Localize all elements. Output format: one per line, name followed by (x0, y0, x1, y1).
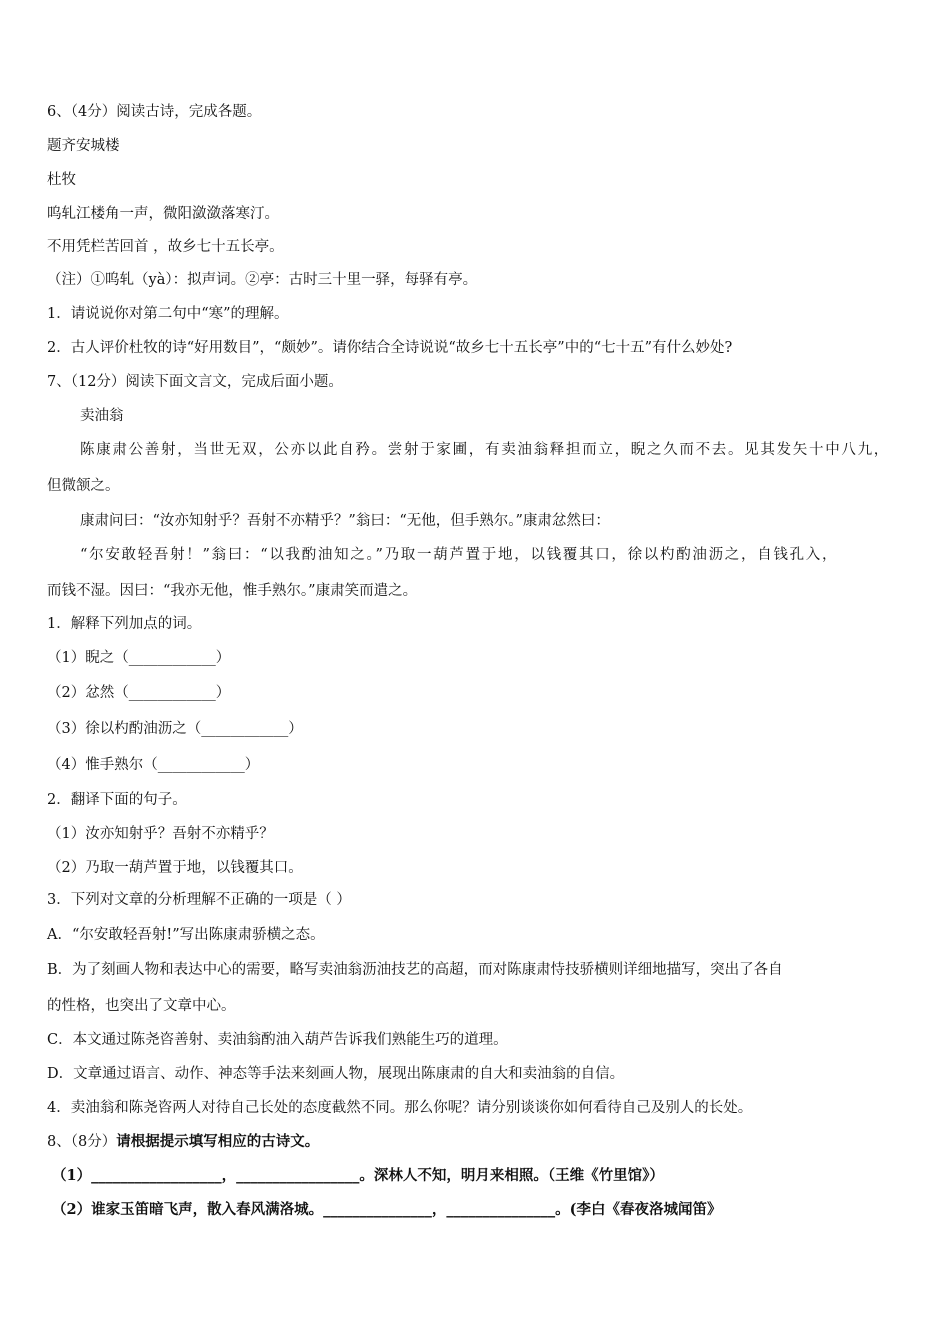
para2: 康肃问曰：“汝亦知射乎？吾射不亦精乎？”翁曰：“无他，但手熟尔。”康肃忿然曰： (80, 513, 610, 529)
option-b-line2: 的性格，也突出了文章中心。 (47, 998, 236, 1014)
q6-header: 6、（4分）阅读古诗，完成各题。 (47, 104, 262, 120)
para1-line1: 陈康肃公善射，当世无双，公亦以此自矜。尝射于家圃，有卖油翁释担而立，睨之久而不去。见其发矢十中八九， (80, 442, 890, 458)
option-b-line1: B．为了刻画人物和表达中心的需要，略写卖油翁沥油技艺的高超，而对陈康肃恃技骄横则详细地描写，突出了各自 (47, 962, 783, 978)
option-c: C．本文通过陈尧咨善射、卖油翁酌油入葫芦告诉我们熟能生巧的道理。 (47, 1032, 508, 1048)
poem-note: （注）①呜轧（yà）：拟声词。②亭：古时三十里一驿，每驿有亭。 (47, 272, 478, 288)
poem-author: 杜牧 (47, 172, 76, 188)
q8-line1: （1）__________________，_________________。深林人不知，明月来相照。（王维《竹里馆》） (52, 1167, 664, 1184)
q7-sub1-b: （2）忿然（____________） (47, 685, 231, 701)
q7-sub2-b: （2）乃取一葫芦置于地，以钱覆其口。 (47, 860, 303, 876)
poem-line-1: 呜轧江楼角一声，微阳潋潋落寒汀。 (47, 206, 279, 222)
para3-line2: 而钱不湿。因曰：“我亦无他，惟手熟尔。”康肃笑而遣之。 (47, 583, 418, 599)
q7-sub4: 4．卖油翁和陈尧咨两人对待自己长处的态度截然不同。那么你呢？请分别谈谈你如何看待自己及别人的长处。 (47, 1100, 753, 1116)
q8-number: 8、（8分） (47, 1134, 117, 1150)
poem-line-2: 不用凭栏苦回首 ，故乡七十五长亭。 (47, 239, 284, 255)
q7-sub3: 3．下列对文章的分析理解不正确的一项是（ ） (47, 892, 351, 908)
para1-line2: 但微颔之。 (47, 478, 120, 494)
q7-sub2: 2．翻译下面的句子。 (47, 792, 187, 808)
text-title: 卖油翁 (80, 408, 124, 424)
q7-header: 7、（12分）阅读下面文言文，完成后面小题。 (47, 374, 343, 390)
q8-header (47, 1132, 319, 1152)
option-d: D．文章通过语言、动作、神态等手法来刻画人物，展现出陈康肃的自大和卖油翁的自信。 (47, 1066, 625, 1082)
poem-title: 题齐安城楼 (47, 138, 120, 154)
q6-sub1: 1．请说说你对第二句中“寒”的理解。 (47, 306, 289, 322)
q8-instruction: 请根据提示填写相应的古诗文。 (116, 1133, 320, 1150)
q7-sub2-a: （1）汝亦知射乎？吾射不亦精乎？ (47, 826, 274, 842)
option-a: A．“尔安敢轻吾射!”写出陈康肃骄横之态。 (47, 927, 325, 943)
q8-line2: （2）谁家玉笛暗飞声，散入春风满洛城。_______________，_______________。(李白《春夜洛城闻笛》 (52, 1201, 722, 1218)
para3-line1: “尔安敢轻吾射！”翁曰：“以我酌油知之。”乃取一葫芦置于地，以钱覆其口，徐以杓酌油沥之，自钱孔入， (80, 547, 839, 563)
q7-sub1-c: （3）徐以杓酌油沥之（____________） (47, 721, 303, 737)
q7-sub1: 1．解释下列加点的词。 (47, 616, 202, 632)
q6-sub2: 2．古人评价杜牧的诗“好用数目”，“颇妙”。请你结合全诗说说“故乡七十五长亭”中的“七十五”有什么妙处? (47, 340, 733, 356)
q7-sub1-a: （1）睨之（____________） (47, 650, 231, 666)
q7-sub1-d: （4）惟手熟尔（____________） (47, 757, 260, 773)
